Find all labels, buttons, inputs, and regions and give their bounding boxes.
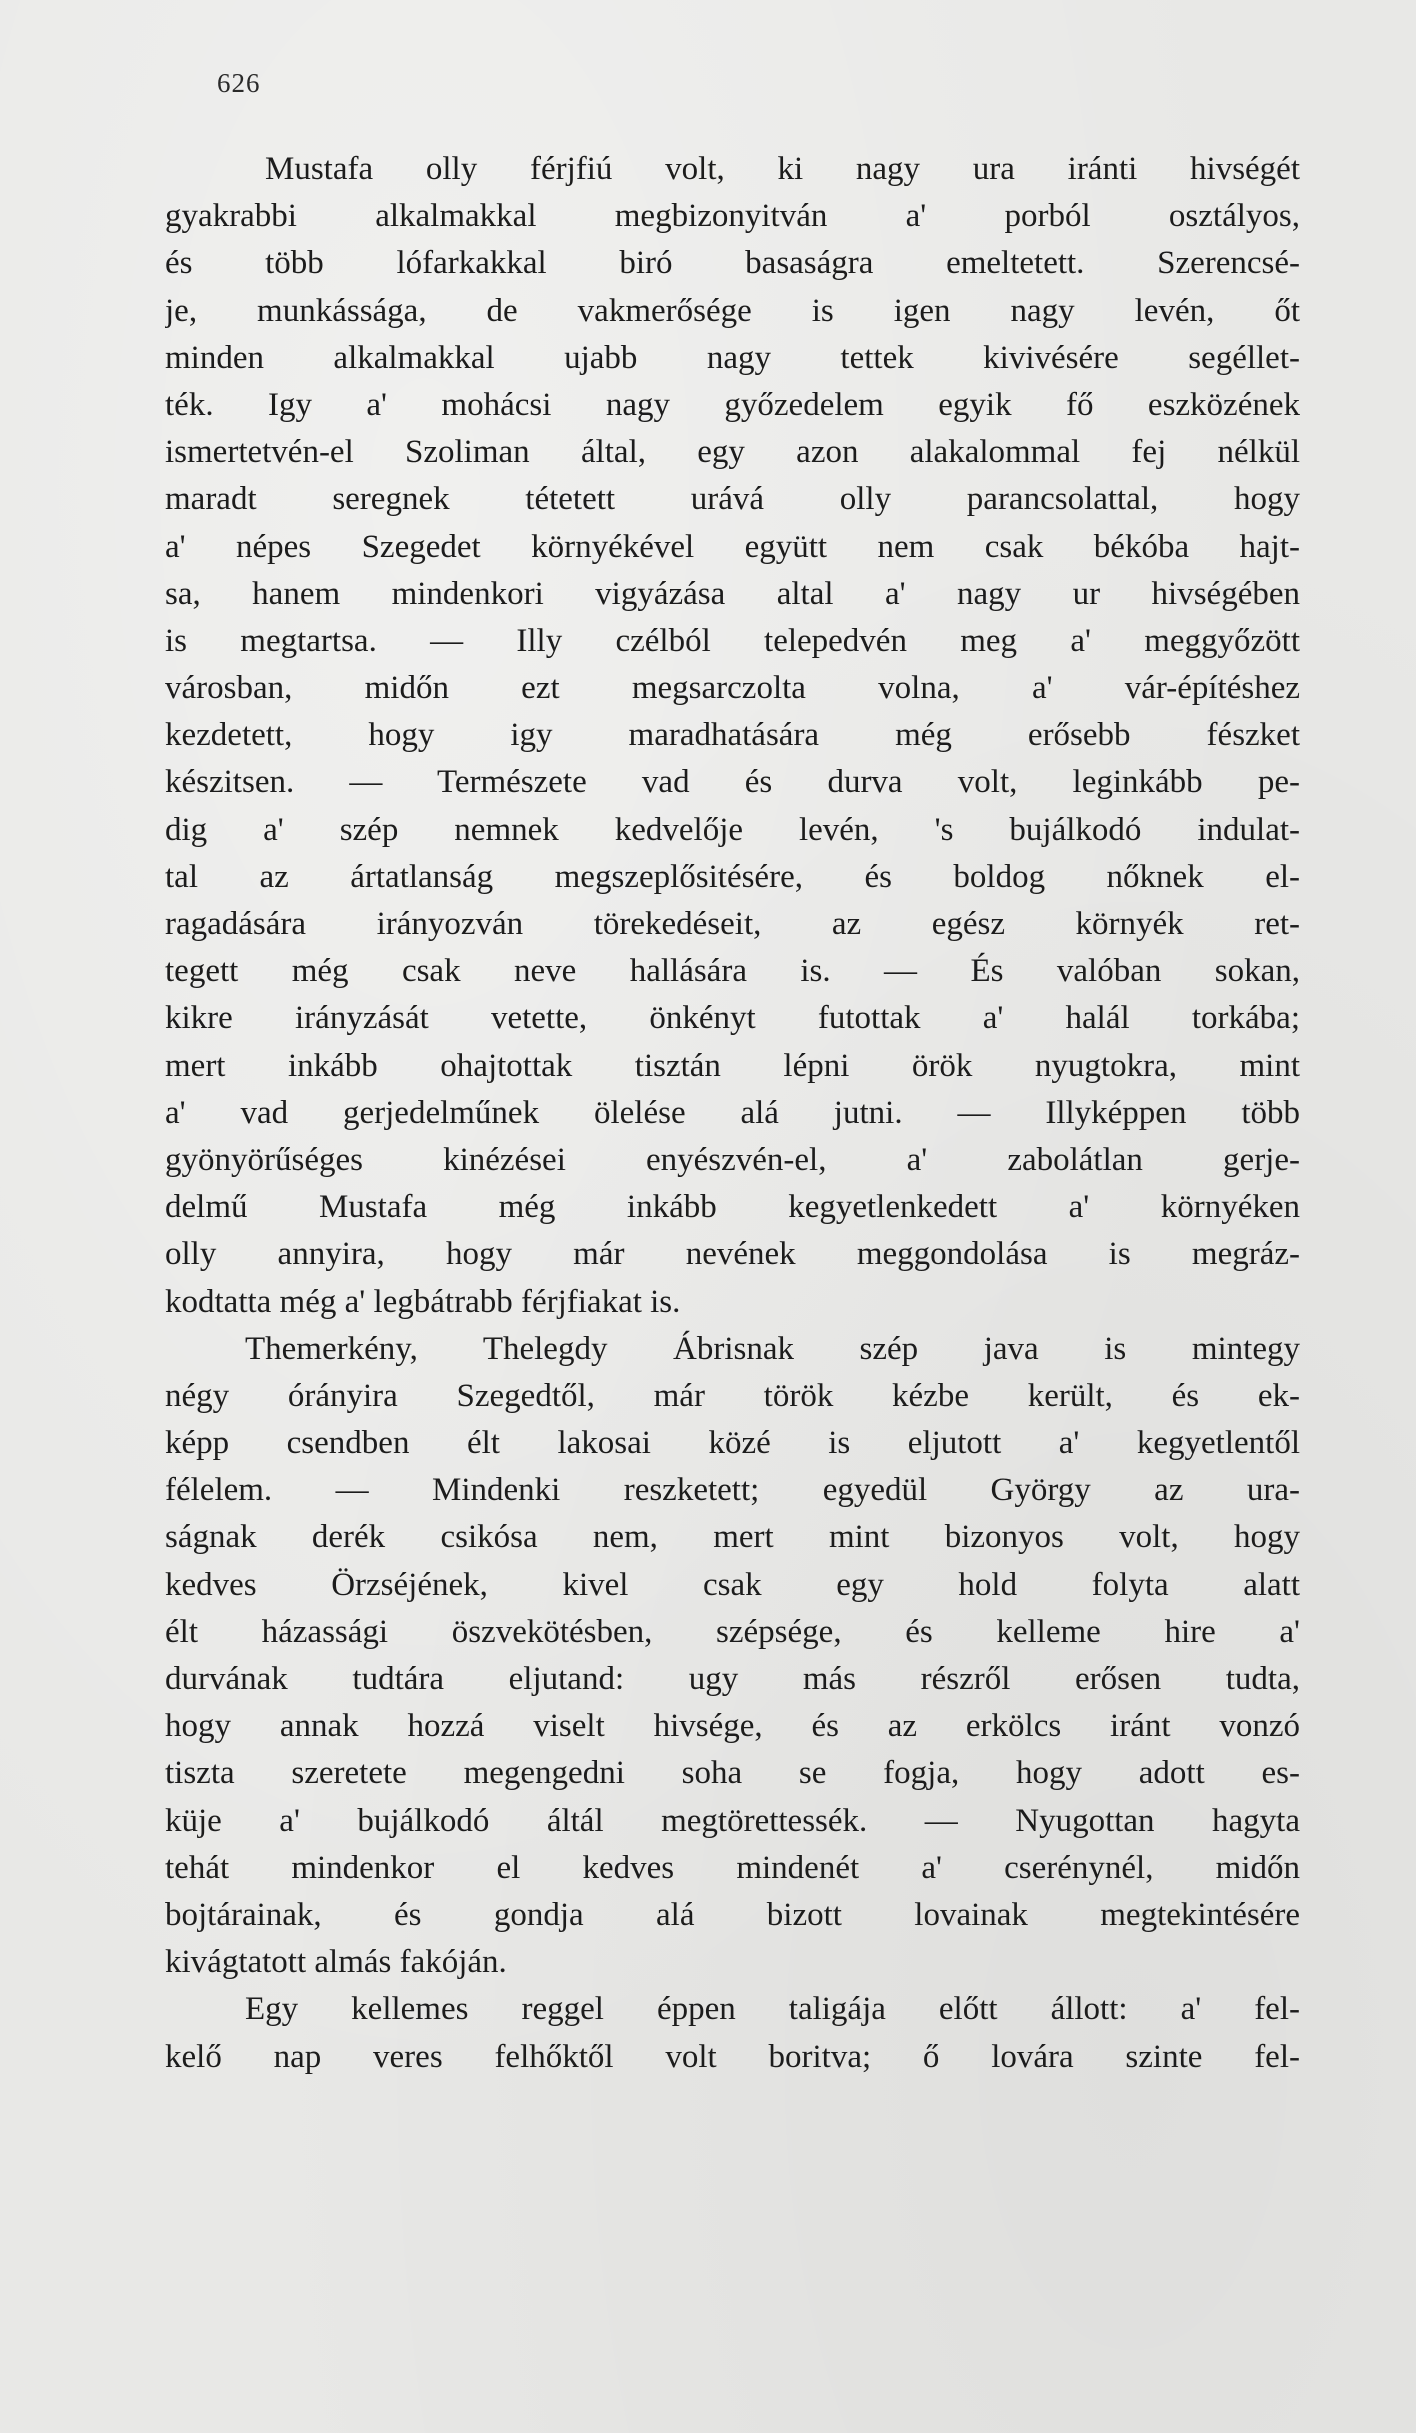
text-line: élt házassági öszvekötésben, szépsége, és kelleme hire a' [165,1613,1300,1650]
text-line: bojtárainak, és gondja alá bizott lovainak megtekintésére [165,1896,1300,1933]
text-line: tal az ártatlanság megszeplősitésére, és boldog nőknek el- [165,858,1300,895]
text-line: kivágtatott almás fakóján. [165,1944,507,1981]
paragraph-2 [165,1326,1300,1987]
text-line: a' népes Szegedet környékével együtt nem csak békóba hajt- [165,528,1300,565]
page-number: 626 [217,68,261,98]
paragraph-1 [165,146,1300,1326]
text-line: ragadására irányozván törekedéseit, az egész környék ret- [165,906,1300,942]
text-line: készitsen. — Természete vad és durva volt, leginkább pe- [165,764,1300,801]
text-line: tehát mindenkor el kedves mindenét a' cserénynél, midőn [165,1849,1300,1886]
text-line: sa, hanem mindenkori vigyázása altal a' nagy ur hivségében [165,575,1300,612]
text-line: je, munkássága, de vakmerősége is igen nagy levén, őt [165,292,1300,329]
text-line: kikre irányzását vetette, önkényt futottak a' halál torkába; [165,1000,1300,1037]
text-line: gyönyörűséges kinézései enyészvén-el, a' zabolátlan gerje- [165,1141,1300,1178]
text-line: dig a' szép nemnek kedvelője levén, 's bujálkodó indulat- [165,811,1300,848]
text-line: és több lófarkakkal biró basaságra emeltetett. Szerencsé- [165,245,1300,282]
body-text [165,146,1300,2081]
text-line: képp csendben élt lakosai közé is eljutott a' kegyetlentől [165,1425,1300,1462]
text-line: négy órányira Szegedtől, már török kézbe került, és ek- [165,1377,1300,1414]
text-line: küje a' bujálkodó áltál megtörettessék. — Nyugottan hagyta [165,1802,1300,1839]
text-line: is megtartsa. — Illy czélból telepedvén meg a' meggyőzött [165,622,1300,659]
text-line: tiszta szeretete megengedni soha se fogja, hogy adott es- [165,1755,1300,1792]
text-line: félelem. — Mindenki reszketett; egyedül György az ura- [165,1472,1300,1509]
paragraph-3 [165,1986,1300,2080]
text-line: ték. Igy a' mohácsi nagy győzedelem egyik fő eszközének [165,386,1300,423]
text-line: Egy kellemes reggel éppen taligája előtt állott: a' fel- [245,1991,1300,2028]
text-line: kelő nap veres felhőktől volt boritva; ő lovára szinte fel- [165,2038,1300,2075]
text-line: durvának tudtára eljutand: ugy más részről erősen tudta, [165,1661,1300,1697]
text-line: olly annyira, hogy már nevének meggondolása is megráz- [165,1236,1300,1273]
text-line: Mustafa olly férjfiú volt, ki nagy ura iránti hivségét [265,151,1300,187]
text-line: hogy annak hozzá viselt hivsége, és az erkölcs iránt vonzó [165,1708,1300,1745]
text-line: ságnak derék csikósa nem, mert mint bizonyos volt, hogy [165,1519,1300,1556]
text-line: maradt seregnek tétetett urává olly parancsolattal, hogy [165,481,1300,518]
text-line: városban, midőn ezt megsarczolta volna, a' vár-építéshez [165,670,1300,707]
text-line: a' vad gerjedelműnek ölelése alá jutni. — Illyképpen több [165,1094,1300,1131]
text-line: tegett még csak neve hallására is. — És valóban sokan, [165,953,1300,990]
text-line: kedves Örzséjének, kivel csak egy hold folyta alatt [165,1566,1300,1603]
text-line: kezdetett, hogy igy maradhatására még erősebb fészket [165,717,1300,754]
text-line: kodtatta még a' legbátrabb férjfiakat is. [165,1283,681,1320]
text-line: gyakrabbi alkalmakkal megbizonyitván a' porból osztályos, [165,198,1300,235]
text-line: mert inkább ohajtottak tisztán lépni örök nyugtokra, mint [165,1047,1300,1084]
text-line: delmű Mustafa még inkább kegyetlenkedett a' környéken [165,1189,1300,1226]
text-line: Themerkény, Thelegdy Ábrisnak szép java is mintegy [245,1330,1300,1367]
text-line: minden alkalmakkal ujabb nagy tettek kivivésére segéllet- [165,339,1300,376]
text-line: ismertetvén-el Szoliman által, egy azon alakalommal fej nélkül [165,434,1300,471]
